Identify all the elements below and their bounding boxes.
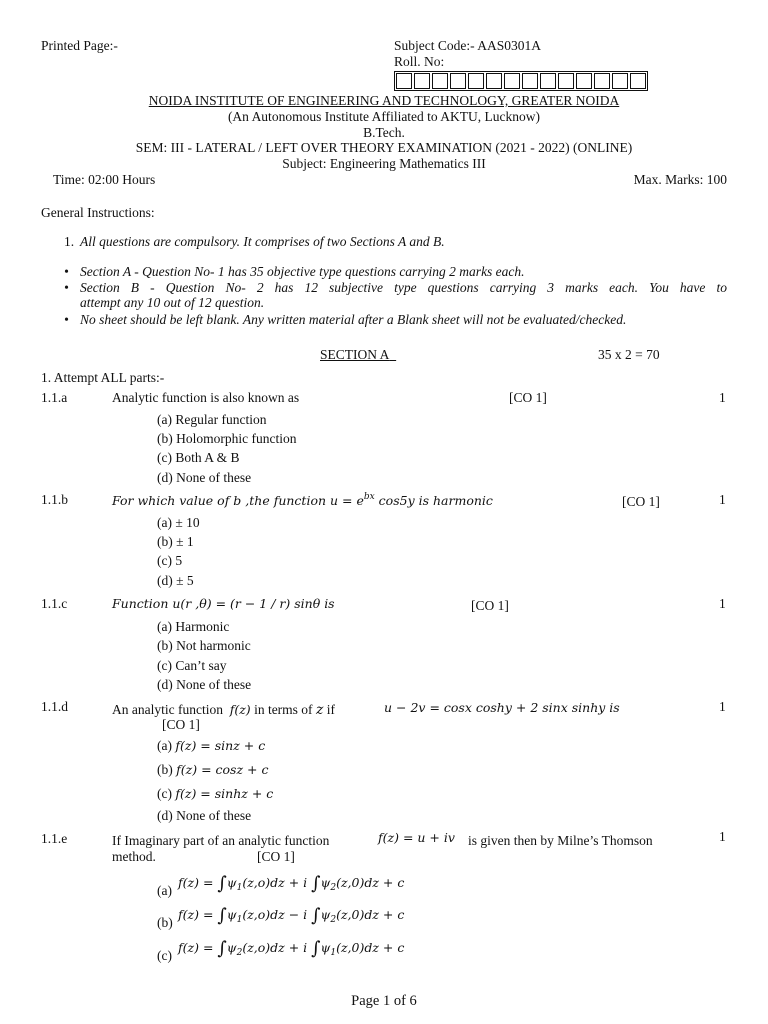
question-text: If Imaginary part of an analytic function bbox=[112, 833, 330, 848]
co-tag: [CO 1] bbox=[622, 494, 660, 509]
co-tag: [CO 1] bbox=[257, 849, 295, 864]
question-text: For which value of b ,the function $u = e^{bx}$ cos5y is harmonic bbox=[112, 492, 493, 508]
question-expression: f(z) = u + iv bbox=[378, 830, 455, 845]
question-number: 1.1.e bbox=[41, 831, 68, 846]
co-tag: [CO 1] bbox=[162, 717, 200, 732]
instruction-bullet-1: • Section A - Question No- 1 has 35 objective type questions carrying 2 marks each. bbox=[80, 264, 525, 280]
instructions-heading: General Instructions: bbox=[41, 205, 155, 220]
option-b: (b) f(z) = cosz + c bbox=[157, 762, 269, 777]
option-b: (b) Holomorphic function bbox=[157, 431, 297, 446]
section-a-marks: 35 x 2 = 70 bbox=[598, 347, 660, 362]
option-c: (c) 5 bbox=[157, 553, 183, 568]
affiliation: (An Autonomous Institute Affiliated to AKTU, Lucknow) bbox=[227, 109, 541, 124]
question-marks: 1 bbox=[719, 390, 726, 405]
roll-no-boxes[interactable] bbox=[394, 71, 648, 91]
page-number: Page 1 of 6 bbox=[351, 993, 417, 1009]
subject-code: Subject Code:- AAS0301A bbox=[394, 38, 541, 53]
option-c: (c) Can’t say bbox=[157, 658, 227, 673]
option-a: (a) ± 10 bbox=[157, 515, 200, 530]
question-text-cont: is given then by Milne’s Thomson bbox=[468, 833, 653, 848]
option-c-label: (c) bbox=[157, 948, 172, 963]
option-d: (d) ± 5 bbox=[157, 573, 194, 588]
institute-name: NOIDA INSTITUTE OF ENGINEERING AND TECHNOLOGY, GREATER NOIDA bbox=[148, 93, 620, 108]
option-c: (c) Both A & B bbox=[157, 450, 240, 465]
question-number: 1.1.d bbox=[41, 699, 68, 714]
question-marks: 1 bbox=[719, 492, 726, 507]
option-b-label: (b) bbox=[157, 915, 173, 930]
instruction-bullet-2: • Section B - Question No- 2 has 12 subjective type questions carrying 3 marks each. You have to bbox=[80, 280, 727, 296]
question-number: 1.1.b bbox=[41, 492, 68, 507]
option-a: (a) f(z) = sinz + c bbox=[157, 738, 266, 753]
question-marks: 1 bbox=[719, 596, 726, 611]
option-a-label: (a) bbox=[157, 883, 172, 898]
subject-name: Subject: Engineering Mathematics III bbox=[282, 156, 486, 171]
attempt-all-label: 1. Attempt ALL parts:- bbox=[41, 370, 165, 385]
option-d: (d) None of these bbox=[157, 470, 252, 485]
question-text-line2: method. bbox=[112, 849, 156, 864]
option-b: (b) ± 1 bbox=[157, 534, 194, 549]
option-c-formula: $f(z) = \int\psi_2(z,o)dz + i$ $\int\psi_1(z,0)dz + c$ bbox=[178, 938, 405, 959]
option-b-formula: $f(z) = \int\psi_1(z,o)dz - i$ $\int\psi_2(z,0)dz + c$ bbox=[178, 905, 405, 926]
section-a-title: SECTION A bbox=[320, 347, 390, 362]
printed-page-label: Printed Page:- bbox=[41, 38, 118, 53]
instruction-point-1: All questions are compulsory. It comprises of two Sections A and B. bbox=[80, 234, 445, 249]
option-d: (d) None of these bbox=[157, 677, 252, 692]
question-condition: u − 2v = cosx coshy + 2 sinx sinhy is bbox=[384, 700, 620, 715]
co-tag: [CO 1] bbox=[509, 390, 547, 405]
exam-time: Time: 02:00 Hours bbox=[53, 172, 156, 187]
max-marks: Max. Marks: 100 bbox=[633, 172, 727, 187]
option-a-formula: $f(z) = \int\psi_1(z,o)dz + i$ $\int\psi_2(z,0)dz + c$ bbox=[178, 873, 405, 894]
exam-title: SEM: III - LATERAL / LEFT OVER THEORY EXAMINATION (2021 - 2022) (ONLINE) bbox=[135, 140, 633, 155]
option-d: (d) None of these bbox=[157, 808, 252, 823]
instruction-bullet-2-cont: attempt any 10 out of 12 question. bbox=[80, 295, 265, 310]
option-c: (c) f(z) = sinhz + c bbox=[157, 786, 274, 801]
option-a: (a) Regular function bbox=[157, 412, 267, 427]
question-marks: 1 bbox=[719, 699, 726, 714]
option-b: (b) Not harmonic bbox=[157, 638, 251, 653]
question-text: Analytic function is also known as bbox=[112, 390, 300, 405]
co-tag: [CO 1] bbox=[471, 598, 509, 613]
option-a: (a) Harmonic bbox=[157, 619, 230, 634]
question-number: 1.1.c bbox=[41, 596, 68, 611]
instruction-bullet-3: • No sheet should be left blank. Any written material after a Blank sheet will not be evaluated/checked. bbox=[80, 312, 626, 328]
question-text: An analytic function f(z) in terms of z if bbox=[112, 702, 335, 718]
program: B.Tech. bbox=[363, 125, 405, 140]
question-text: Function u(r ,θ) = (r − 1 / r) sinθ is bbox=[112, 596, 335, 611]
instruction-number: 1. bbox=[64, 234, 75, 249]
question-number: 1.1.a bbox=[41, 390, 68, 405]
roll-no-label: Roll. No: bbox=[394, 54, 445, 69]
question-marks: 1 bbox=[719, 829, 726, 844]
